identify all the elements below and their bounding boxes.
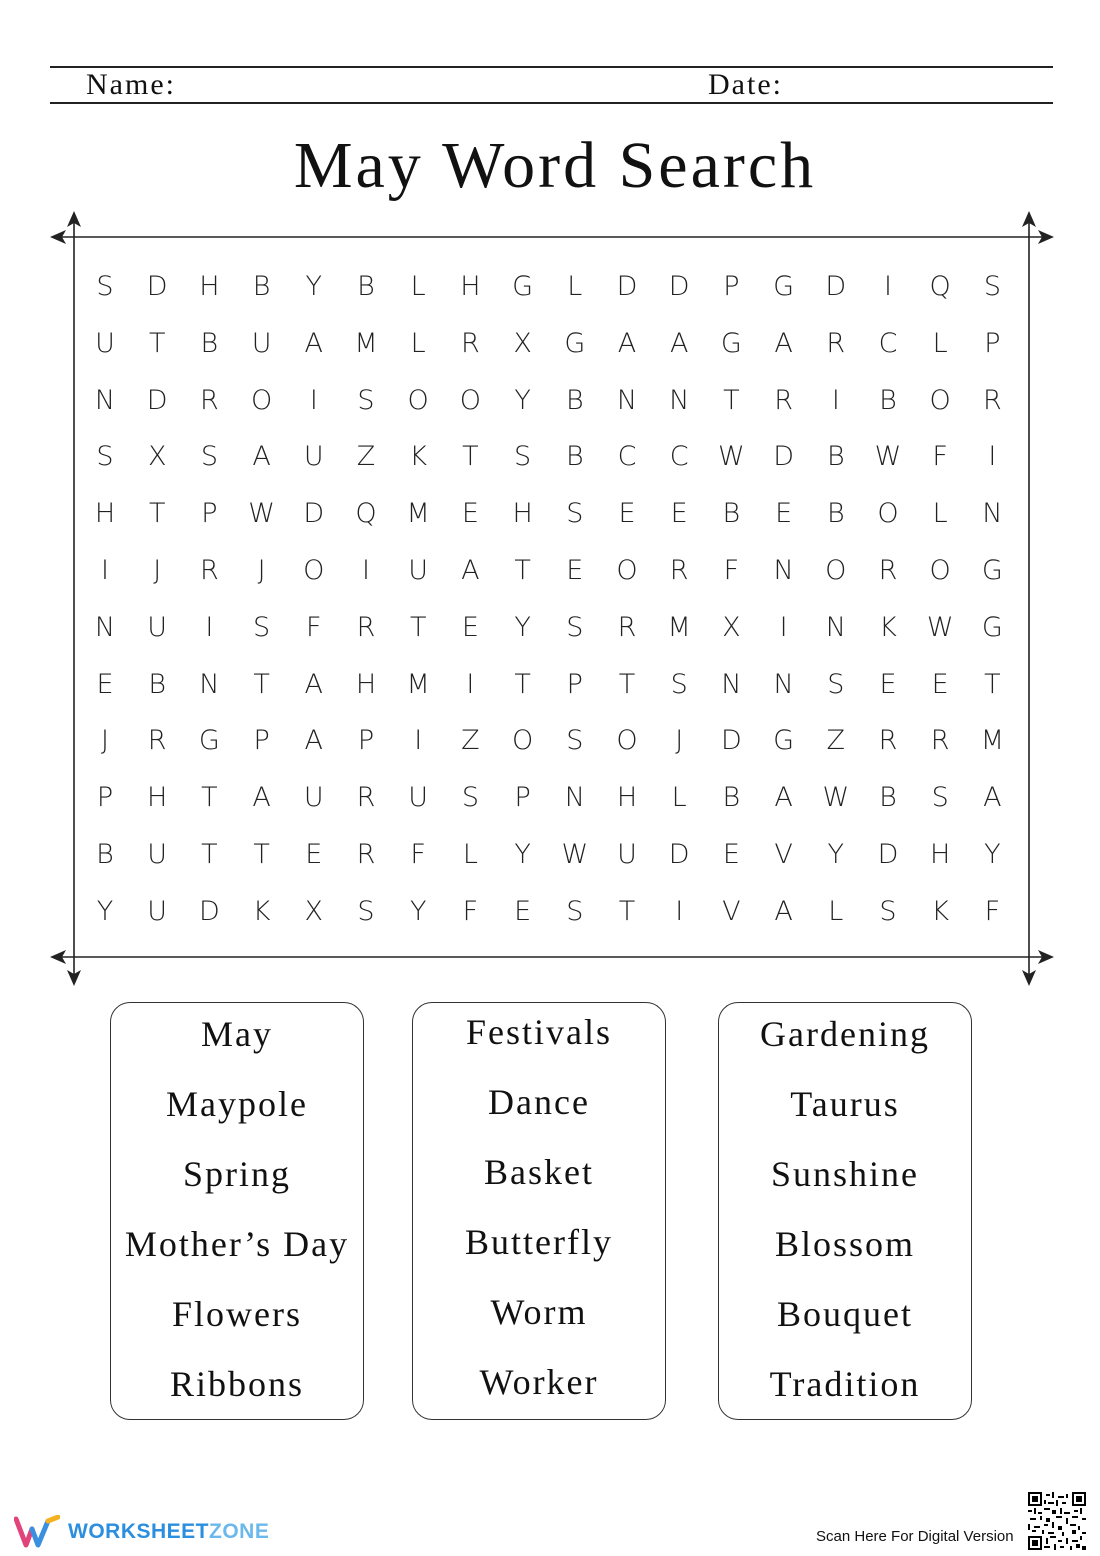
- grid-cell[interactable]: M: [406, 498, 430, 530]
- grid-cell[interactable]: K: [879, 611, 897, 643]
- grid-cell[interactable]: J: [675, 725, 684, 757]
- grid-cell[interactable]: U: [617, 839, 637, 870]
- grid-cell[interactable]: V: [722, 895, 741, 927]
- grid-cell[interactable]: R: [147, 725, 167, 757]
- grid-cell[interactable]: F: [932, 441, 948, 473]
- grid-cell[interactable]: S: [357, 384, 375, 416]
- grid-cell[interactable]: J: [101, 725, 109, 757]
- grid-cell[interactable]: D: [146, 384, 168, 416]
- word-list-item: Maypole: [166, 1084, 308, 1124]
- grid-cell[interactable]: M: [406, 668, 430, 700]
- grid-cell[interactable]: N: [773, 555, 794, 586]
- grid-cell[interactable]: B: [357, 271, 375, 302]
- grid-cell[interactable]: P: [984, 327, 1001, 359]
- grid-cell[interactable]: H: [512, 498, 533, 530]
- grid-cell[interactable]: G: [981, 555, 1003, 586]
- grid-cell[interactable]: D: [616, 271, 638, 302]
- grid-cell[interactable]: N: [982, 498, 1003, 530]
- grid-cell[interactable]: T: [201, 839, 218, 870]
- grid-cell[interactable]: O: [250, 384, 273, 416]
- grid-cell[interactable]: U: [303, 441, 324, 473]
- grid-cell[interactable]: T: [514, 555, 531, 586]
- grid-cell[interactable]: N: [721, 668, 742, 700]
- grid-cell[interactable]: U: [147, 611, 168, 643]
- grid-cell[interactable]: L: [410, 271, 426, 302]
- grid-cell[interactable]: S: [670, 668, 688, 700]
- grid-cell[interactable]: B: [879, 782, 897, 814]
- grid-cell[interactable]: I: [309, 384, 318, 416]
- grid-cell[interactable]: B: [879, 384, 897, 416]
- grid-row: [79, 713, 1019, 769]
- grid-cell[interactable]: G: [773, 271, 795, 302]
- grid-cell[interactable]: H: [147, 782, 168, 814]
- grid-cell[interactable]: Y: [514, 839, 531, 870]
- grid-row: [79, 827, 1019, 883]
- grid-cell[interactable]: W: [561, 839, 589, 870]
- grid-cell[interactable]: R: [930, 725, 950, 757]
- brand-part-1: WORKSHEET: [68, 1520, 209, 1543]
- grid-cell[interactable]: E: [305, 839, 323, 870]
- word-list-item: Tradition: [769, 1364, 921, 1404]
- word-list-box-2: [412, 1002, 666, 1420]
- grid-cell[interactable]: S: [566, 611, 584, 643]
- grid-cell[interactable]: I: [101, 555, 109, 586]
- word-list-item: Worm: [490, 1292, 588, 1332]
- grid-cell[interactable]: G: [981, 611, 1003, 643]
- grid-cell[interactable]: F: [410, 839, 426, 870]
- grid-cell[interactable]: O: [825, 555, 847, 586]
- grid-cell[interactable]: D: [146, 271, 168, 302]
- grid-cell[interactable]: Z: [461, 725, 480, 757]
- scan-caption: Scan Here For Digital Version: [816, 1528, 1014, 1545]
- grid-cell[interactable]: T: [514, 668, 531, 700]
- grid-cell[interactable]: R: [983, 384, 1002, 416]
- grid-cell[interactable]: H: [460, 271, 481, 302]
- grid-cell[interactable]: A: [461, 555, 480, 586]
- grid-cell[interactable]: A: [617, 327, 637, 359]
- grid-cell[interactable]: H: [616, 782, 638, 814]
- word-list-item: Mother’s Day: [124, 1224, 350, 1264]
- grid-row: [79, 657, 1019, 713]
- grid-row: [79, 600, 1019, 656]
- grid-row: [79, 259, 1019, 315]
- grid-cell[interactable]: Y: [514, 611, 531, 643]
- word-list-item: Bouquet: [777, 1294, 913, 1334]
- grid-cell[interactable]: L: [410, 327, 426, 359]
- grid-cell[interactable]: W: [248, 498, 275, 530]
- grid-cell[interactable]: M: [354, 327, 378, 359]
- grid-cell[interactable]: U: [408, 555, 429, 586]
- grid-cell[interactable]: I: [466, 668, 475, 700]
- grid-cell[interactable]: N: [669, 384, 690, 416]
- grid-cell[interactable]: N: [773, 668, 794, 700]
- grid-cell[interactable]: A: [304, 668, 324, 700]
- grid-cell[interactable]: I: [414, 725, 423, 757]
- grid-cell[interactable]: D: [877, 839, 899, 870]
- grid-cell[interactable]: E: [461, 611, 479, 643]
- grid-cell[interactable]: U: [251, 327, 272, 359]
- grid-cell[interactable]: A: [774, 782, 793, 814]
- word-list-item: Festivals: [465, 1012, 612, 1052]
- page-title: May Word Search: [293, 129, 817, 202]
- grid-cell[interactable]: U: [147, 895, 168, 927]
- grid-cell[interactable]: O: [929, 555, 951, 586]
- grid-cell[interactable]: Q: [355, 498, 377, 530]
- grid-row: [79, 486, 1019, 542]
- grid-cell[interactable]: I: [675, 895, 684, 927]
- brand-name: [68, 1520, 269, 1544]
- grid-cell[interactable]: A: [252, 441, 271, 473]
- grid-cell[interactable]: J: [257, 555, 266, 586]
- grid-cell[interactable]: Z: [826, 725, 846, 757]
- grid-cell[interactable]: R: [356, 611, 376, 643]
- grid-cell[interactable]: L: [828, 895, 844, 927]
- word-list-item: Blossom: [774, 1224, 916, 1264]
- grid-cell[interactable]: D: [668, 271, 690, 302]
- grid-cell[interactable]: L: [932, 327, 948, 359]
- grid-cell[interactable]: S: [879, 895, 897, 927]
- grid-cell[interactable]: J: [153, 555, 162, 586]
- grid-cell[interactable]: A: [774, 327, 793, 359]
- grid-cell[interactable]: S: [983, 271, 1001, 302]
- grid-cell[interactable]: K: [931, 895, 950, 927]
- grid-cell[interactable]: O: [303, 555, 325, 586]
- w-logo-icon: [14, 1515, 60, 1549]
- grid-cell[interactable]: R: [774, 384, 793, 416]
- grid-cell[interactable]: W: [926, 611, 954, 643]
- grid-cell[interactable]: B: [722, 782, 741, 814]
- grid-cell[interactable]: Q: [929, 271, 951, 302]
- grid-row: [79, 884, 1019, 940]
- word-list-item: Sunshine: [770, 1154, 919, 1194]
- grid-cell[interactable]: P: [253, 725, 270, 757]
- grid-cell[interactable]: S: [96, 271, 114, 302]
- grid-cell[interactable]: T: [253, 839, 270, 870]
- grid-cell[interactable]: M: [980, 725, 1005, 757]
- grid-cell[interactable]: R: [669, 555, 689, 586]
- grid-cell[interactable]: B: [565, 441, 584, 473]
- grid-cell[interactable]: G: [720, 327, 742, 359]
- grid-cell[interactable]: T: [618, 895, 636, 927]
- grid-cell[interactable]: P: [96, 782, 114, 814]
- grid-cell[interactable]: P: [566, 668, 583, 700]
- brand-part-2: ZONE: [209, 1520, 270, 1543]
- grid-cell[interactable]: L: [671, 782, 687, 814]
- grid-cell[interactable]: G: [564, 327, 586, 359]
- grid-cell[interactable]: O: [511, 725, 534, 757]
- grid-cell[interactable]: T: [253, 668, 270, 700]
- grid-cell[interactable]: E: [775, 498, 793, 530]
- grid-cell[interactable]: G: [773, 725, 795, 757]
- grid-row: [79, 373, 1019, 429]
- grid-cell[interactable]: T: [984, 668, 1001, 700]
- grid-cell[interactable]: L: [932, 498, 948, 530]
- grid-cell[interactable]: F: [462, 895, 479, 927]
- grid-cell[interactable]: D: [773, 441, 794, 473]
- grid-cell[interactable]: W: [718, 441, 745, 473]
- grid-cell[interactable]: E: [461, 498, 479, 530]
- word-search-grid: [79, 259, 1019, 939]
- grid-cell[interactable]: N: [825, 611, 846, 643]
- grid-cell[interactable]: P: [201, 498, 218, 530]
- word-list-item: May: [201, 1014, 273, 1054]
- grid-cell[interactable]: Y: [514, 384, 531, 416]
- grid-cell[interactable]: S: [931, 782, 949, 814]
- grid-cell[interactable]: E: [670, 498, 688, 530]
- word-list-box-1: [110, 1002, 364, 1420]
- grid-cell[interactable]: W: [822, 782, 850, 814]
- grid-cell[interactable]: R: [356, 839, 376, 870]
- name-label: Name:: [86, 68, 176, 101]
- grid-cell[interactable]: F: [723, 555, 740, 586]
- grid-cell[interactable]: R: [356, 782, 376, 814]
- word-list-item: Flowers: [172, 1294, 302, 1334]
- grid-cell[interactable]: E: [618, 498, 636, 530]
- grid-cell[interactable]: C: [669, 441, 689, 473]
- grid-cell[interactable]: O: [616, 555, 638, 586]
- grid-cell[interactable]: R: [826, 327, 846, 359]
- grid-cell[interactable]: H: [930, 839, 951, 870]
- grid-cell[interactable]: X: [513, 327, 532, 359]
- grid-cell[interactable]: A: [669, 327, 689, 359]
- grid-cell[interactable]: E: [931, 668, 949, 700]
- grid-cell[interactable]: N: [564, 782, 585, 814]
- grid-cell[interactable]: L: [567, 271, 583, 302]
- grid-cell[interactable]: H: [94, 498, 116, 530]
- grid-cell[interactable]: M: [667, 611, 691, 643]
- grid-cell[interactable]: Y: [827, 839, 845, 870]
- grid-cell[interactable]: R: [461, 327, 480, 359]
- grid-cell[interactable]: T: [462, 441, 479, 473]
- grid-cell[interactable]: R: [878, 555, 898, 586]
- grid-cell[interactable]: I: [205, 611, 214, 643]
- grid-cell[interactable]: O: [877, 498, 899, 530]
- grid-cell[interactable]: W: [874, 441, 902, 473]
- grid-cell[interactable]: T: [723, 384, 740, 416]
- word-list-box-3: [718, 1002, 972, 1420]
- grid-cell[interactable]: B: [826, 498, 845, 530]
- grid-cell[interactable]: Y: [305, 271, 323, 302]
- grid-cell[interactable]: B: [252, 271, 271, 302]
- word-list-item: Taurus: [790, 1084, 900, 1124]
- grid-cell[interactable]: R: [200, 555, 219, 586]
- grid-cell[interactable]: B: [96, 839, 114, 870]
- grid-cell[interactable]: Z: [356, 441, 376, 473]
- grid-cell[interactable]: B: [565, 384, 584, 416]
- grid-cell[interactable]: Y: [409, 895, 427, 927]
- grid-cell[interactable]: T: [148, 498, 166, 530]
- grid-cell[interactable]: I: [884, 271, 892, 302]
- grid-cell[interactable]: Y: [96, 895, 114, 927]
- grid-cell[interactable]: K: [409, 441, 428, 473]
- grid-cell[interactable]: A: [304, 327, 324, 359]
- name-date-bar: [50, 66, 1053, 104]
- grid-cell[interactable]: P: [723, 271, 740, 302]
- grid-cell[interactable]: R: [200, 384, 219, 416]
- grid-row: [79, 316, 1019, 372]
- grid-cell[interactable]: R: [878, 725, 898, 757]
- grid-cell[interactable]: S: [357, 895, 375, 927]
- grid-cell[interactable]: X: [304, 895, 324, 927]
- grid-cell[interactable]: F: [306, 611, 322, 643]
- grid-cell[interactable]: I: [831, 384, 840, 416]
- grid-cell[interactable]: T: [148, 327, 166, 359]
- grid-cell[interactable]: S: [827, 668, 845, 700]
- grid-cell[interactable]: T: [201, 782, 218, 814]
- word-list-item: Worker: [479, 1362, 599, 1402]
- word-list-item: Gardening: [760, 1014, 930, 1054]
- grid-cell[interactable]: Y: [984, 839, 1001, 870]
- grid-row: [79, 429, 1019, 485]
- word-list-item: Spring: [182, 1154, 291, 1194]
- grid-cell[interactable]: S: [96, 441, 114, 473]
- grid-cell[interactable]: D: [668, 839, 690, 870]
- grid-cell[interactable]: H: [355, 668, 377, 700]
- grid-cell[interactable]: S: [566, 498, 584, 530]
- grid-cell[interactable]: X: [722, 611, 741, 643]
- word-list-item: Basket: [484, 1152, 594, 1192]
- grid-cell[interactable]: O: [407, 384, 429, 416]
- grid-cell[interactable]: B: [722, 498, 741, 530]
- grid-cell[interactable]: P: [357, 725, 375, 757]
- worksheetzone-logo[interactable]: [14, 1512, 269, 1552]
- grid-cell[interactable]: G: [512, 271, 534, 302]
- grid-cell[interactable]: D: [720, 725, 742, 757]
- grid-cell[interactable]: I: [779, 611, 788, 643]
- grid-cell[interactable]: U: [147, 839, 168, 870]
- grid-cell[interactable]: A: [774, 895, 793, 927]
- grid-cell[interactable]: O: [929, 384, 951, 416]
- grid-cell[interactable]: S: [461, 782, 479, 814]
- grid-cell[interactable]: D: [825, 271, 847, 302]
- grid-cell[interactable]: T: [409, 611, 427, 643]
- grid-cell[interactable]: S: [514, 441, 532, 473]
- grid-cell[interactable]: P: [514, 782, 531, 814]
- grid-cell[interactable]: E: [722, 839, 740, 870]
- grid-cell[interactable]: H: [199, 271, 220, 302]
- grid-cell[interactable]: S: [566, 895, 584, 927]
- grid-cell[interactable]: A: [252, 782, 271, 814]
- grid-row: [79, 543, 1019, 599]
- grid-cell[interactable]: U: [303, 782, 324, 814]
- grid-row: [79, 770, 1019, 826]
- grid-cell[interactable]: G: [198, 725, 220, 757]
- grid-cell[interactable]: N: [94, 384, 116, 416]
- grid-cell[interactable]: B: [826, 441, 845, 473]
- grid-cell[interactable]: N: [616, 384, 638, 416]
- grid-cell[interactable]: O: [616, 725, 638, 757]
- grid-cell[interactable]: S: [566, 725, 584, 757]
- qr-code-icon[interactable]: [1028, 1492, 1086, 1550]
- date-label: Date:: [708, 68, 783, 101]
- word-list-item: Dance: [488, 1082, 590, 1122]
- grid-cell[interactable]: C: [878, 327, 898, 359]
- grid-cell[interactable]: B: [200, 327, 219, 359]
- grid-cell[interactable]: E: [879, 668, 897, 700]
- grid-cell[interactable]: A: [304, 725, 324, 757]
- grid-cell[interactable]: B: [148, 668, 167, 700]
- grid-cell[interactable]: L: [462, 839, 478, 870]
- grid-cell[interactable]: U: [408, 782, 429, 814]
- grid-cell[interactable]: U: [95, 327, 115, 359]
- grid-cell[interactable]: F: [984, 895, 1001, 927]
- grid-cell[interactable]: V: [774, 839, 793, 870]
- grid-cell[interactable]: D: [198, 895, 220, 927]
- grid-cell[interactable]: S: [253, 611, 271, 643]
- grid-cell[interactable]: R: [617, 611, 637, 643]
- grid-cell[interactable]: E: [514, 895, 532, 927]
- grid-cell[interactable]: E: [566, 555, 584, 586]
- grid-cell[interactable]: D: [303, 498, 325, 530]
- grid-cell[interactable]: K: [252, 895, 271, 927]
- grid-cell[interactable]: E: [96, 668, 114, 700]
- grid-cell[interactable]: S: [200, 441, 218, 473]
- grid-cell[interactable]: I: [988, 441, 997, 473]
- word-list-item: Butterfly: [465, 1222, 613, 1262]
- grid-cell[interactable]: N: [199, 668, 220, 700]
- grid-cell[interactable]: C: [617, 441, 637, 473]
- grid-cell[interactable]: I: [362, 555, 370, 586]
- grid-cell[interactable]: A: [983, 782, 1002, 814]
- grid-cell[interactable]: T: [618, 668, 636, 700]
- word-list-item: Ribbons: [169, 1364, 305, 1404]
- grid-cell[interactable]: X: [147, 441, 167, 473]
- grid-cell[interactable]: N: [94, 611, 116, 643]
- grid-cell[interactable]: O: [459, 384, 482, 416]
